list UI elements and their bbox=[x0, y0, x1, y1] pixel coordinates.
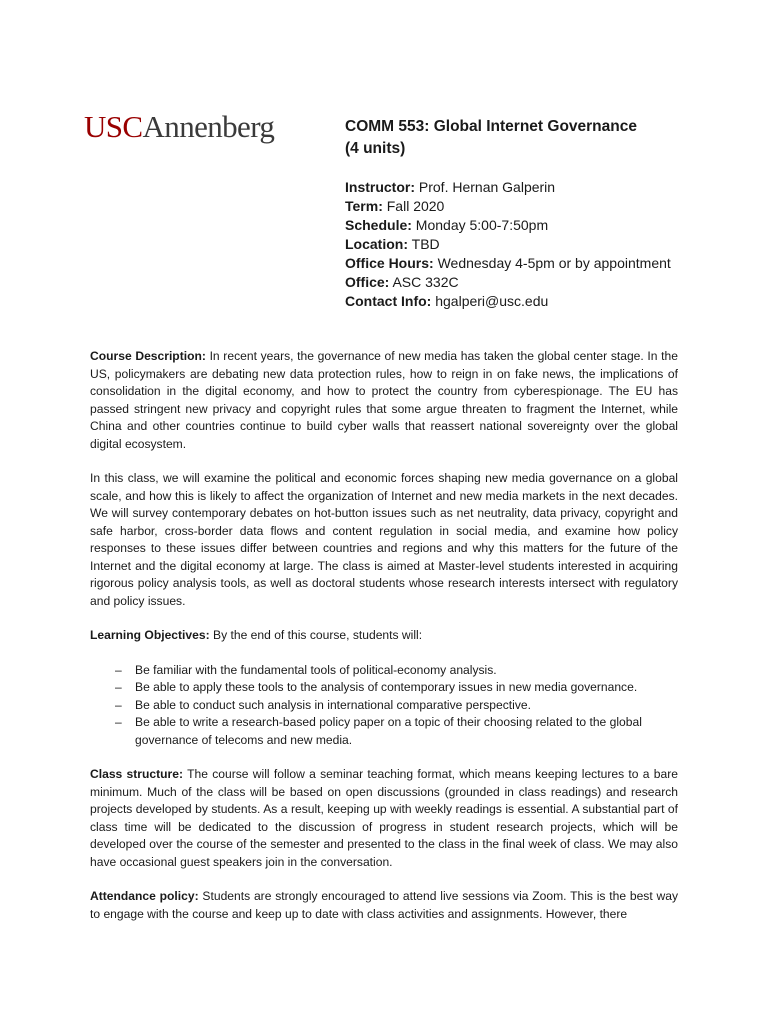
objective-text: Be able to write a research-based policy paper on a topic of their choosing related to the global governance of telecoms and new media. bbox=[135, 715, 642, 747]
contact-value: hgalperi@usc.edu bbox=[435, 293, 549, 309]
office-line bbox=[345, 273, 705, 292]
instructor-value: Prof. Hernan Galperin bbox=[418, 179, 556, 195]
class-structure-label: Class structure: bbox=[90, 767, 184, 781]
learning-objectives-intro bbox=[90, 627, 678, 645]
learning-objectives-text: By the end of this course, students will: bbox=[213, 628, 423, 642]
course-description-label: Course Description: bbox=[90, 349, 206, 363]
dash-bullet: – bbox=[115, 715, 122, 729]
term-line bbox=[345, 197, 705, 216]
course-title bbox=[345, 116, 705, 160]
instructor-label: Instructor: bbox=[345, 179, 415, 195]
objective-text: Be able to conduct such analysis in international comparative perspective. bbox=[135, 697, 531, 712]
schedule-value: Monday 5:00-7:50pm bbox=[415, 217, 549, 233]
instructor-line bbox=[345, 178, 705, 197]
office-hours-label: Office Hours: bbox=[345, 255, 434, 271]
logo-annenberg-text: Annenberg bbox=[142, 109, 275, 144]
location-line bbox=[345, 235, 705, 254]
course-title-line-1: COMM 553: Global Internet Governance bbox=[345, 118, 637, 135]
attendance-policy-label: Attendance policy: bbox=[90, 889, 199, 903]
schedule-label: Schedule: bbox=[345, 217, 412, 233]
office-value: ASC 332C bbox=[392, 274, 459, 290]
logo-usc-text: USC bbox=[84, 109, 143, 144]
attendance-policy-text: Students are strongly encouraged to attend live sessions via Zoom. This is the best way to engage with the course and keep up to date with class activities and assignments. However, there bbox=[90, 889, 678, 921]
schedule-line bbox=[345, 216, 705, 235]
learning-objectives-list bbox=[90, 662, 678, 750]
course-description bbox=[90, 348, 678, 453]
office-hours-value: Wednesday 4-5pm or by appointment bbox=[437, 255, 671, 271]
objective-text: Be able to apply these tools to the analysis of contemporary issues in new media governance. bbox=[135, 680, 638, 694]
list-item bbox=[90, 662, 678, 680]
dash-bullet: – bbox=[115, 697, 122, 712]
class-structure-text: The course will follow a seminar teaching format, which means keeping lectures to a bare minimum. Much of the class will be based on open discussions (grounded in class readings) and research projects developed by students. As a result, keeping up with weekly readings is essential. A substantial part of class time will be dedicated to the discussion of progress in student research projects, which will be developed over the course of the semester and presented to the class in the final week of class. We may also have occasional guest speakers join in the conversation. bbox=[90, 767, 678, 869]
contact-label: Contact Info: bbox=[345, 293, 432, 309]
office-label: Office: bbox=[345, 274, 390, 290]
office-hours-line bbox=[345, 254, 705, 273]
syllabus-body bbox=[90, 348, 678, 940]
location-label: Location: bbox=[345, 236, 408, 252]
location-value: TBD bbox=[411, 236, 440, 252]
objective-text: Be familiar with the fundamental tools of political-economy analysis. bbox=[135, 662, 497, 677]
list-item bbox=[90, 679, 678, 697]
list-item bbox=[90, 697, 678, 715]
learning-objectives-label: Learning Objectives: bbox=[90, 628, 210, 642]
course-info bbox=[345, 178, 705, 311]
list-item bbox=[90, 714, 678, 749]
term-value: Fall 2020 bbox=[386, 198, 445, 214]
usc-annenberg-logo bbox=[84, 108, 274, 146]
term-label: Term: bbox=[345, 198, 383, 214]
class-structure bbox=[90, 766, 678, 871]
contact-line bbox=[345, 292, 705, 311]
course-description-text: In recent years, the governance of new media has taken the global center stage. In the US, policymakers are debating new data protection rules, how to reign in on fake news, the implications of consolidation in the digital economy, and how to protect the country from cyberespionage. The EU has passed stringent new privacy and copyright rules that some argue threaten to fragment the Internet, while China and other countries continue to build cyber walls that reassert national sovereignty over the global digital ecosystem. bbox=[90, 349, 678, 451]
course-header bbox=[345, 116, 705, 311]
attendance-policy bbox=[90, 888, 678, 923]
class-overview-paragraph: In this class, we will examine the political and economic forces shaping new media governance on a global scale, and how this is likely to affect the organization of Internet and new media markets in the next decades. We will survey contemporary debates on hot-button issues such as net neutrality, data privacy, copyright and safe harbor, cross-border data flows and content regulation in social media, and examine how policy responses to these issues differ between countries and regions and why this matters for the future of the Internet and the digital economy at large. The class is aimed at Master-level students interested in acquiring rigorous policy analysis tools, as well as doctoral students whose research interests intersect with regulatory and policy issues. bbox=[90, 471, 678, 608]
dash-bullet: – bbox=[115, 662, 122, 677]
course-title-line-2: (4 units) bbox=[345, 140, 406, 157]
dash-bullet: – bbox=[115, 680, 122, 694]
